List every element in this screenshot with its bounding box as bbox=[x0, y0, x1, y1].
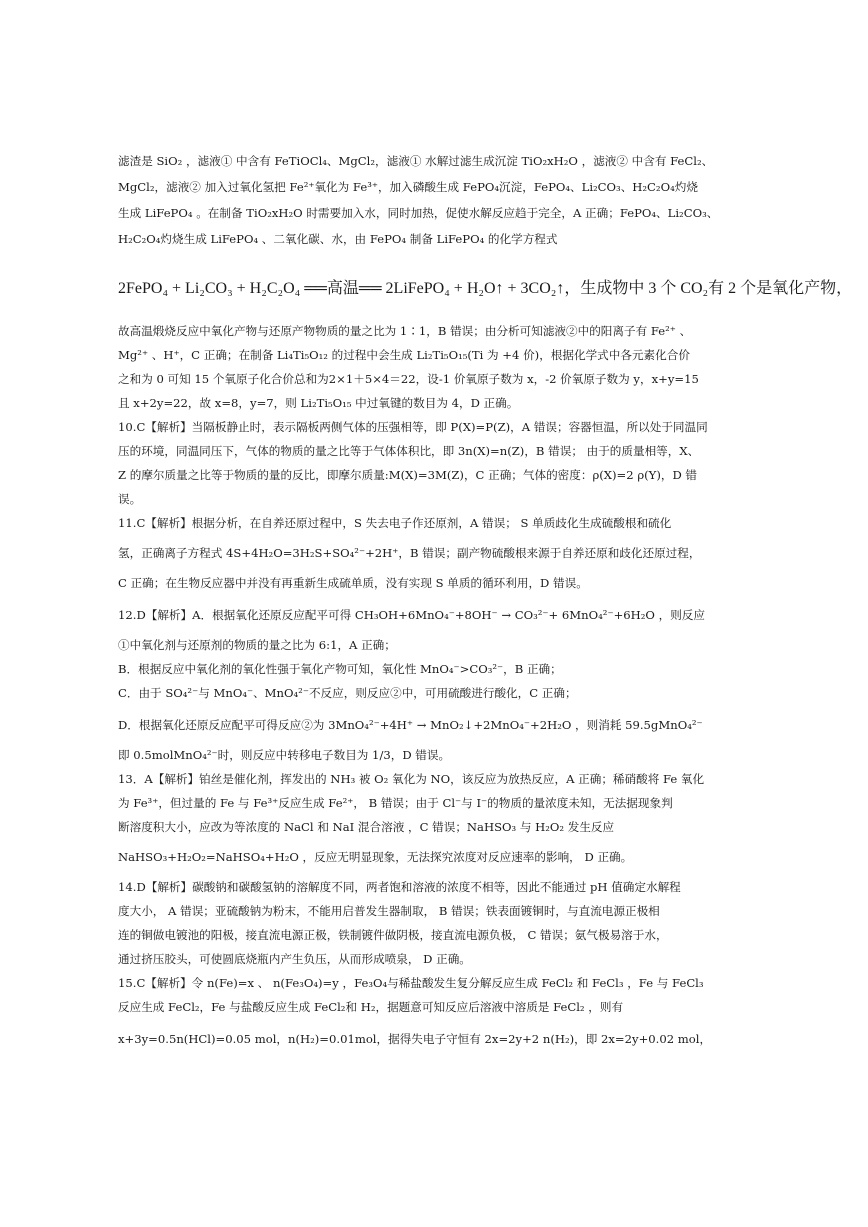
text-line: 故高温煅烧反应中氧化产物与还原产物物质的量之比为 1∶1，B 错误；由分析可知滤液②中的阳离子有 Fe²⁺ 、 bbox=[118, 324, 692, 338]
text-line: C．由于 SO₄²⁻与 MnO₄⁻、MnO₄²⁻不反应，则反应②中，可用硫酸进行酸化，C 正确； bbox=[118, 686, 577, 700]
equation-line: 2FePO₄ + Li₂CO₃ + H₂C₂O₄ ══高温══ 2LiFePO₄ + H₂O↑ + 3CO₂↑，生成物中 3 个 CO₂有 2 个是氧化产物， bbox=[118, 280, 853, 297]
text-line: 14.D【解析】碳酸钠和碳酸氢钠的溶解度不同，两者饱和溶液的浓度不相等，因此不能通过 pH 值确定水解程 bbox=[118, 880, 681, 894]
text-line: 11.C【解析】根据分析，在自养还原过程中，S 失去电子作还原剂，A 错误； S 单质歧化生成硫酸根和硫化 bbox=[118, 516, 672, 530]
text-line: 12.D【解析】A．根据氧化还原反应配平可得 CH₃OH+6MnO₄⁻+8OH⁻ → CO₃²⁻+ 6MnO₄²⁻+6H₂O ，则反应 bbox=[118, 608, 705, 622]
text-line: H₂C₂O₄灼烧生成 LiFePO₄ 、二氧化碳、水，由 FePO₄ 制备 LiFePO₄ 的化学方程式 bbox=[118, 232, 558, 246]
text-line: NaHSO₃+H₂O₂=NaHSO₄+H₂O ，反应无明显现象，无法探究浓度对反应速率的影响， D 正确。 bbox=[118, 850, 633, 864]
text-line: 反应生成 FeCl₂，Fe 与盐酸反应生成 FeCl₂和 H₂，据题意可知反应后溶液中溶质是 FeCl₂ ，则有 bbox=[118, 1000, 624, 1014]
text-line: 生成 LiFePO₄ 。在制备 TiO₂xH₂O 时需要加入水，同时加热，促使水解反应趋于完全，A 正确；FePO₄、Li₂CO₃、 bbox=[118, 206, 719, 220]
text-line: 度大小， A 错误；亚硫酸钠为粉末，不能用启普发生器制取， B 错误；铁表面镀铜时，与直流电源正极相 bbox=[118, 904, 660, 918]
text-line: 为 Fe³⁺，但过量的 Fe 与 Fe³⁺反应生成 Fe²⁺， B 错误；由于 Cl⁻与 I⁻的物质的量浓度未知，无法据现象判 bbox=[118, 796, 673, 810]
text-line: MgCl₂，滤液② 加入过氧化氢把 Fe²⁺氧化为 Fe³⁺，加入磷酸生成 FePO₄沉淀，FePO₄、Li₂CO₃、H₂C₂O₄灼烧 bbox=[118, 180, 698, 194]
text-line: B．根据反应中氧化剂的氧化性强于氧化产物可知，氧化性 MnO₄⁻>CO₃²⁻，B 正确； bbox=[118, 662, 562, 676]
text-line: x+3y=0.5n(HCl)=0.05 mol，n(H₂)=0.01mol，据得失电子守恒有 2x=2y+2 n(H₂)，即 2x=2y+0.02 mol， bbox=[118, 1032, 712, 1046]
text-line: 断溶度积大小，应改为等浓度的 NaCl 和 NaI 混合溶液 ，C 错误；NaHSO₃ 与 H₂O₂ 发生反应 bbox=[118, 820, 615, 834]
text-line: 误。 bbox=[118, 492, 142, 506]
text-line: 氢，正确离子方程式 4S+4H₂O=3H₂S+SO₄²⁻+2H⁺，B 错误；副产物硫酸根来源于自养还原和歧化还原过程， bbox=[118, 546, 701, 560]
text-line: 之和为 0 可知 15 个氧原子化合价总和为2×1＋5×4＝22，设-1 价氧原子数为 x，-2 价氧原子数为 y，x+y=15 bbox=[118, 372, 699, 386]
text-line: 10.C【解析】当隔板静止时，表示隔板两侧气体的压强相等，即 P(X)=P(Z)，A 错误；容器恒温，所以处于同温同 bbox=[118, 420, 708, 434]
text-line: 通过挤压胶头，可使圆底烧瓶内产生负压，从而形成喷泉， D 正确。 bbox=[118, 952, 471, 966]
text-line: 压的环境，同温同压下，气体的物质的量之比等于气体体积比，即 3n(X)=n(Z)，B 错误； 由于的质量相等，X、 bbox=[118, 444, 700, 458]
text-line: 即 0.5molMnO₄²⁻时，则反应中转移电子数目为 1/3，D 错误。 bbox=[118, 748, 451, 762]
text-line: 连的铜做电镀池的阳极，接直流电源正极，铁制镀件做阴极，接直流电源负极， C 错误；氨气极易溶于水， bbox=[118, 928, 668, 942]
text-line: D．根据氧化还原反应配平可得反应②为 3MnO₄²⁻+4H⁺ → MnO₂↓+2MnO₄⁻+2H₂O ，则消耗 59.5gMnO₄²⁻ bbox=[118, 718, 703, 732]
text-line: ①中氧化剂与还原剂的物质的量之比为 6:1，A 正确； bbox=[118, 638, 396, 652]
text-line: C 正确；在生物反应器中并没有再重新生成硫单质，没有实现 S 单质的循环利用，D 错误。 bbox=[118, 576, 588, 590]
text-line: 滤渣是 SiO₂ ，滤液① 中含有 FeTiOCl₄、MgCl₂，滤液① 水解过滤生成沉淀 TiO₂xH₂O ，滤液② 中含有 FeCl₂、 bbox=[118, 154, 714, 168]
text-line: Z 的摩尔质量之比等于物质的量的反比，即摩尔质量:M(X)=3M(Z)，C 正确；气体的密度：ρ(X)=2 ρ(Y)，D 错 bbox=[118, 468, 698, 482]
text-line: 13．A【解析】铂丝是催化剂，挥发出的 NH₃ 被 O₂ 氧化为 NO，该反应为放热反应，A 正确；稀硝酸将 Fe 氧化 bbox=[118, 772, 705, 786]
text-line: Mg²⁺ 、H⁺，C 正确；在制备 Li₄Ti₅O₁₂ 的过程中会生成 Li₂Ti₅O₁₅(Ti 为 +4 价)，根据化学式中各元素化合价 bbox=[118, 348, 690, 362]
text-line: 15.C【解析】令 n(Fe)=x 、 n(Fe₃O₄)=y ，Fe₃O₄与稀盐酸发生复分解反应生成 FeCl₂ 和 FeCl₃ ，Fe 与 FeCl₃ bbox=[118, 976, 704, 990]
text-line: 且 x+2y=22，故 x=8，y=7，则 Li₂Ti₅O₁₅ 中过氧键的数目为 4，D 正确。 bbox=[118, 396, 519, 410]
